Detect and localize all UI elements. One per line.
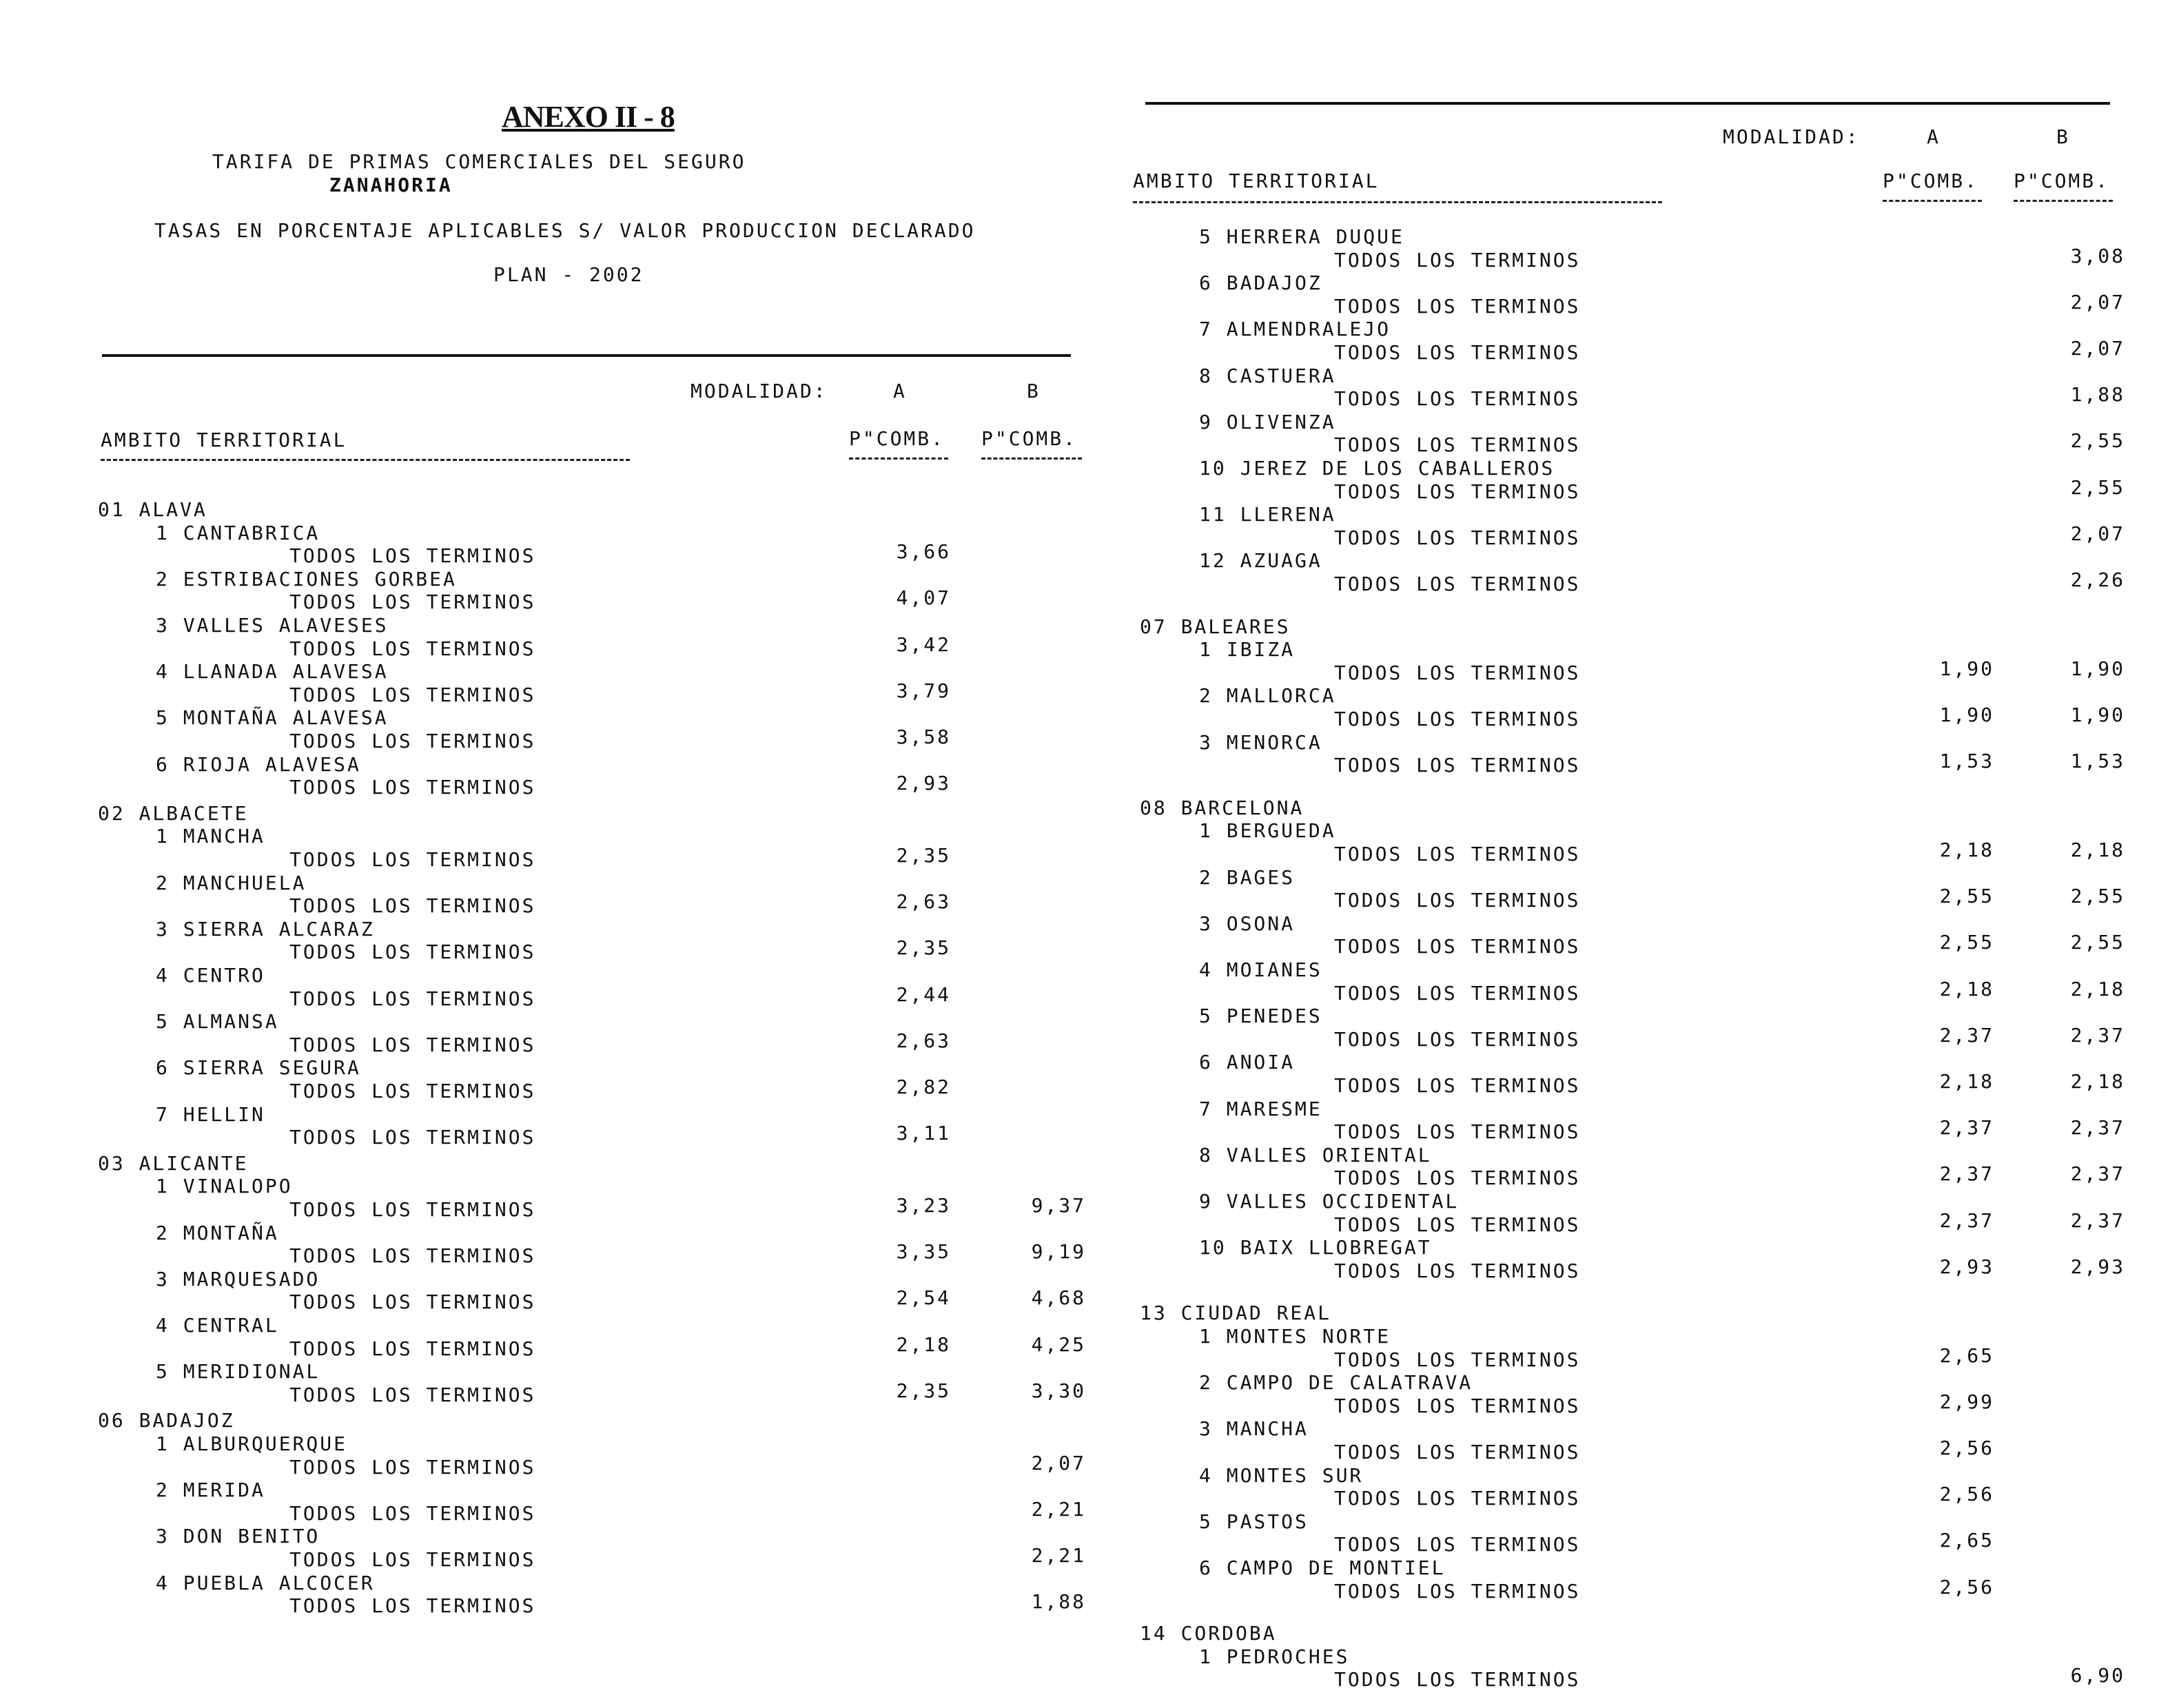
comarca-label: 4 CENTRO	[156, 964, 265, 987]
comarca-label: 6 SIERRA SEGURA	[156, 1056, 361, 1080]
comarca-label: 3 DON BENITO	[156, 1525, 320, 1548]
rate-value-b: 2,18	[2070, 977, 2125, 1000]
comarca-label: 1 ALBURQUERQUE	[156, 1432, 348, 1455]
comarca-label: 10 BAIX LLOBREGAT	[1199, 1236, 1432, 1259]
terms-label: TODOS LOS TERMINOS	[1334, 1487, 1581, 1510]
terms-label: TODOS LOS TERMINOS	[289, 848, 536, 871]
left-ambito-underline	[101, 459, 630, 461]
annex-title: ANEXO II - 8	[502, 100, 675, 134]
terms-label: TODOS LOS TERMINOS	[289, 776, 536, 799]
rate-value-a: 2,44	[896, 982, 951, 1006]
comarca-label: 2 MERIDA	[156, 1479, 265, 1502]
comarca-label: 5 PENEDES	[1199, 1005, 1322, 1028]
rate-value-a: 2,35	[896, 844, 951, 867]
province-label: 07 BALEARES	[1140, 615, 1291, 638]
terms-label: TODOS LOS TERMINOS	[289, 1290, 536, 1314]
terms-label: TODOS LOS TERMINOS	[289, 1126, 536, 1149]
terms-label: TODOS LOS TERMINOS	[1334, 387, 1581, 411]
terms-label: TODOS LOS TERMINOS	[289, 544, 536, 568]
comarca-label: 7 ALMENDRALEJO	[1199, 318, 1391, 341]
terms-label: TODOS LOS TERMINOS	[1334, 1533, 1581, 1556]
comarca-label: 12 AZUAGA	[1199, 549, 1322, 573]
plan-label: PLAN - 2002	[493, 263, 644, 286]
terms-label: TODOS LOS TERMINOS	[1334, 1348, 1581, 1371]
left-top-rule	[102, 354, 1071, 357]
rate-value-a: 1,53	[1939, 750, 1994, 773]
comarca-label: 3 OSONA	[1199, 912, 1296, 935]
right-top-rule	[1145, 102, 2110, 105]
terms-label: TODOS LOS TERMINOS	[1334, 1259, 1581, 1282]
rate-value-a: 2,18	[896, 1333, 951, 1356]
right-comb-b-underline	[2014, 200, 2113, 202]
province-label: 03 ALICANTE	[98, 1151, 249, 1175]
terms-label: TODOS LOS TERMINOS	[1334, 433, 1581, 457]
right-ambito-underline	[1133, 201, 1662, 203]
comarca-label: 3 MANCHA	[1199, 1417, 1309, 1441]
terms-label: TODOS LOS TERMINOS	[1334, 1441, 1581, 1463]
comarca-label: 6 CAMPO DE MONTIEL	[1199, 1556, 1446, 1579]
terms-label: TODOS LOS TERMINOS	[289, 1548, 536, 1571]
right-comb-b-header: P"COMB.	[2014, 169, 2110, 192]
terms-label: TODOS LOS TERMINOS	[1334, 480, 1581, 503]
rate-value-b: 2,18	[2070, 1070, 2125, 1093]
comarca-label: 2 BAGES	[1199, 865, 1296, 889]
comarca-label: 5 HERRERA DUQUE	[1199, 225, 1404, 248]
comarca-label: 1 MONTES NORTE	[1199, 1325, 1391, 1348]
rate-value-b: 3,08	[2070, 244, 2125, 267]
comarca-label: 6 BADAJOZ	[1199, 271, 1322, 295]
comarca-label: 5 PASTOS	[1199, 1510, 1309, 1533]
rate-value-a: 2,35	[896, 1379, 951, 1402]
rate-value-a: 2,56	[1939, 1575, 1994, 1598]
province-label: 01 ALAVA	[98, 498, 207, 521]
terms-label: TODOS LOS TERMINOS	[1334, 1213, 1581, 1236]
rate-value-a: 2,65	[1939, 1529, 1994, 1552]
terms-label: TODOS LOS TERMINOS	[1334, 843, 1581, 865]
rate-value-b: 1,53	[2070, 750, 2125, 773]
right-col-a-header: A	[1927, 125, 1941, 148]
rate-value-b: 4,68	[1031, 1286, 1086, 1310]
document-title-line2: ZANAHORIA	[329, 174, 453, 196]
terms-label: TODOS LOS TERMINOS	[289, 1455, 536, 1479]
comarca-label: 9 OLIVENZA	[1199, 410, 1336, 433]
comarca-label: 10 JEREZ DE LOS CABALLEROS	[1199, 457, 1555, 480]
rate-value-a: 2,63	[896, 890, 951, 914]
comarca-label: 5 MONTAÑA ALAVESA	[156, 706, 389, 730]
rate-value-b: 9,19	[1031, 1240, 1086, 1264]
comarca-label: 7 MARESME	[1199, 1097, 1322, 1120]
comarca-label: 2 MALLORCA	[1199, 684, 1336, 708]
terms-label: TODOS LOS TERMINOS	[289, 1383, 536, 1406]
comarca-label: 4 MONTES SUR	[1199, 1463, 1364, 1487]
rate-value-b: 2,07	[2070, 337, 2125, 360]
comarca-label: 3 VALLES ALAVESES	[156, 614, 389, 637]
comarca-label: 5 ALMANSA	[156, 1010, 279, 1033]
rate-value-b: 6,90	[2070, 1664, 2125, 1687]
comarca-label: 6 RIOJA ALAVESA	[156, 752, 361, 776]
rate-value-b: 2,55	[2070, 885, 2125, 908]
terms-label: TODOS LOS TERMINOS	[1334, 754, 1581, 777]
comarca-label: 3 MARQUESADO	[156, 1267, 320, 1290]
terms-label: TODOS LOS TERMINOS	[1334, 1579, 1581, 1603]
right-modalidad-label: MODALIDAD:	[1723, 125, 1860, 148]
comarca-label: 2 CAMPO DE CALATRAVA	[1199, 1371, 1473, 1395]
province-label: 08 BARCELONA	[1140, 796, 1304, 819]
province-label: 13 CIUDAD REAL	[1140, 1301, 1332, 1325]
rate-value-a: 3,79	[896, 679, 951, 702]
left-modalidad-label: MODALIDAD:	[690, 380, 828, 402]
rate-value-a: 2,37	[1939, 1023, 1994, 1047]
rate-value-a: 3,35	[896, 1240, 951, 1264]
terms-label: TODOS LOS TERMINOS	[289, 1501, 536, 1525]
terms-label: TODOS LOS TERMINOS	[1334, 1166, 1581, 1190]
terms-label: TODOS LOS TERMINOS	[1334, 294, 1581, 318]
right-comb-a-underline	[1883, 200, 1982, 202]
comarca-label: 4 LLANADA ALAVESA	[156, 660, 389, 683]
left-col-a-header: A	[893, 380, 907, 402]
rate-value-b: 1,90	[2070, 703, 2125, 726]
comarca-label: 2 MONTAÑA	[156, 1221, 279, 1244]
province-label: 02 ALBACETE	[98, 801, 249, 825]
rate-value-a: 1,90	[1939, 703, 1994, 726]
rate-value-b: 2,21	[1031, 1544, 1086, 1567]
terms-label: TODOS LOS TERMINOS	[1334, 341, 1581, 364]
rate-value-a: 2,65	[1939, 1344, 1994, 1367]
rate-value-b: 2,37	[2070, 1162, 2125, 1186]
terms-label: TODOS LOS TERMINOS	[1334, 1074, 1581, 1097]
comarca-label: 4 CENTRAL	[156, 1314, 279, 1337]
terms-label: TODOS LOS TERMINOS	[1334, 935, 1581, 958]
comarca-label: 11 LLERENA	[1199, 503, 1336, 526]
rate-value-a: 3,42	[896, 632, 951, 656]
rate-value-a: 2,37	[1939, 1116, 1994, 1140]
comarca-label: 4 MOIANES	[1199, 958, 1322, 981]
terms-label: TODOS LOS TERMINOS	[1334, 981, 1581, 1005]
terms-label: TODOS LOS TERMINOS	[1334, 708, 1581, 730]
document-subtitle: TASAS EN PORCENTAJE APLICABLES S/ VALOR PRODUCCION DECLARADO	[154, 219, 976, 242]
terms-label: TODOS LOS TERMINOS	[1334, 573, 1581, 595]
comarca-label: 1 PEDROCHES	[1199, 1645, 1350, 1668]
left-comb-a-header: P"COMB.	[849, 427, 945, 450]
rate-value-a: 2,18	[1939, 1070, 1994, 1093]
rate-value-b: 1,90	[2070, 657, 2125, 680]
rate-value-a: 3,23	[896, 1194, 951, 1217]
terms-label: TODOS LOS TERMINOS	[289, 1244, 536, 1268]
terms-label: TODOS LOS TERMINOS	[289, 683, 536, 706]
rate-value-a: 2,93	[896, 772, 951, 795]
rate-value-a: 1,90	[1939, 657, 1994, 680]
rate-value-b: 2,37	[2070, 1208, 2125, 1232]
terms-label: TODOS LOS TERMINOS	[1334, 526, 1581, 549]
comarca-label: 6 ANOIA	[1199, 1051, 1296, 1074]
terms-label: TODOS LOS TERMINOS	[289, 1033, 536, 1056]
terms-label: TODOS LOS TERMINOS	[289, 940, 536, 964]
rate-value-a: 2,18	[1939, 977, 1994, 1000]
terms-label: TODOS LOS TERMINOS	[1334, 1394, 1581, 1417]
comarca-label: 8 VALLES ORIENTAL	[1199, 1143, 1432, 1166]
comarca-label: 2 MANCHUELA	[156, 871, 307, 894]
terms-label: TODOS LOS TERMINOS	[1334, 1120, 1581, 1144]
rate-value-b: 2,26	[2070, 568, 2125, 591]
rate-value-a: 2,37	[1939, 1208, 1994, 1232]
comarca-label: 1 MANCHA	[156, 825, 265, 848]
rate-value-a: 4,07	[896, 586, 951, 610]
rate-value-a: 2,82	[896, 1076, 951, 1098]
terms-label: TODOS LOS TERMINOS	[289, 730, 536, 752]
rate-value-b: 2,07	[2070, 290, 2125, 313]
terms-label: TODOS LOS TERMINOS	[289, 1594, 536, 1618]
comarca-label: 4 PUEBLA ALCOCER	[156, 1571, 375, 1594]
terms-label: TODOS LOS TERMINOS	[1334, 248, 1581, 271]
rate-value-b: 2,07	[1031, 1451, 1086, 1474]
rate-value-b: 2,21	[1031, 1497, 1086, 1521]
comarca-label: 1 BERGUEDA	[1199, 819, 1336, 843]
comarca-label: 2 ESTRIBACIONES GORBEA	[156, 567, 457, 590]
rate-value-b: 2,93	[2070, 1255, 2125, 1278]
rate-value-b: 2,07	[2070, 522, 2125, 545]
rate-value-a: 2,93	[1939, 1255, 1994, 1278]
rate-value-b: 2,18	[2070, 838, 2125, 861]
rate-value-b: 4,25	[1031, 1333, 1086, 1356]
left-comb-b-header: P"COMB.	[981, 427, 1078, 450]
left-comb-b-underline	[981, 457, 1082, 460]
rate-value-a: 2,99	[1939, 1390, 1994, 1413]
rate-value-a: 2,37	[1939, 1162, 1994, 1186]
comarca-label: 1 CANTABRICA	[156, 521, 320, 544]
terms-label: TODOS LOS TERMINOS	[289, 1198, 536, 1221]
rate-value-b: 2,37	[2070, 1116, 2125, 1140]
rate-value-b: 2,37	[2070, 1023, 2125, 1047]
rate-value-a: 2,54	[896, 1286, 951, 1310]
terms-label: TODOS LOS TERMINOS	[1334, 1027, 1581, 1051]
comarca-label: 1 VINALOPO	[156, 1175, 293, 1198]
terms-label: TODOS LOS TERMINOS	[1334, 1668, 1581, 1691]
rate-value-b: 9,37	[1031, 1194, 1086, 1217]
terms-label: TODOS LOS TERMINOS	[289, 637, 536, 660]
rate-value-a: 2,35	[896, 936, 951, 960]
rate-value-b: 2,55	[2070, 931, 2125, 954]
comarca-label: 7 HELLIN	[156, 1102, 265, 1126]
rate-value-a: 3,66	[896, 540, 951, 564]
rate-value-a: 3,58	[896, 726, 951, 748]
terms-label: TODOS LOS TERMINOS	[289, 1080, 536, 1102]
rate-value-a: 2,55	[1939, 885, 1994, 908]
terms-label: TODOS LOS TERMINOS	[289, 987, 536, 1010]
terms-label: TODOS LOS TERMINOS	[289, 1337, 536, 1360]
rate-value-b: 2,55	[2070, 475, 2125, 499]
comarca-label: 3 SIERRA ALCARAZ	[156, 917, 375, 940]
rate-value-a: 2,56	[1939, 1437, 1994, 1459]
comarca-label: 5 MERIDIONAL	[156, 1360, 320, 1383]
right-ambito-header: AMBITO TERRITORIAL	[1133, 169, 1380, 192]
terms-label: TODOS LOS TERMINOS	[289, 590, 536, 614]
rate-value-a: 2,55	[1939, 931, 1994, 954]
comarca-label: 9 VALLES OCCIDENTAL	[1199, 1190, 1460, 1213]
terms-label: TODOS LOS TERMINOS	[289, 894, 536, 918]
document-title-line1: TARIFA DE PRIMAS COMERCIALES DEL SEGURO	[212, 150, 746, 173]
comarca-label: 1 IBIZA	[1199, 638, 1296, 661]
province-label: 06 BADAJOZ	[98, 1409, 235, 1432]
terms-label: TODOS LOS TERMINOS	[1334, 661, 1581, 684]
right-comb-a-header: P"COMB.	[1883, 169, 1979, 192]
rate-value-a: 2,56	[1939, 1483, 1994, 1506]
province-label: 14 CORDOBA	[1140, 1622, 1277, 1645]
rate-value-b: 2,55	[2070, 429, 2125, 453]
left-comb-a-underline	[849, 457, 948, 460]
rate-value-b: 1,88	[1031, 1590, 1086, 1614]
rate-value-a: 3,11	[896, 1122, 951, 1145]
rate-value-a: 2,63	[896, 1029, 951, 1052]
left-ambito-header: AMBITO TERRITORIAL	[101, 429, 347, 451]
comarca-label: 8 CASTUERA	[1199, 364, 1336, 387]
right-col-b-header: B	[2056, 125, 2070, 148]
rate-value-b: 1,88	[2070, 383, 2125, 407]
rate-value-b: 3,30	[1031, 1379, 1086, 1402]
terms-label: TODOS LOS TERMINOS	[1334, 889, 1581, 912]
comarca-label: 3 MENORCA	[1199, 730, 1322, 754]
rate-value-a: 2,18	[1939, 838, 1994, 861]
left-col-b-header: B	[1027, 380, 1041, 402]
